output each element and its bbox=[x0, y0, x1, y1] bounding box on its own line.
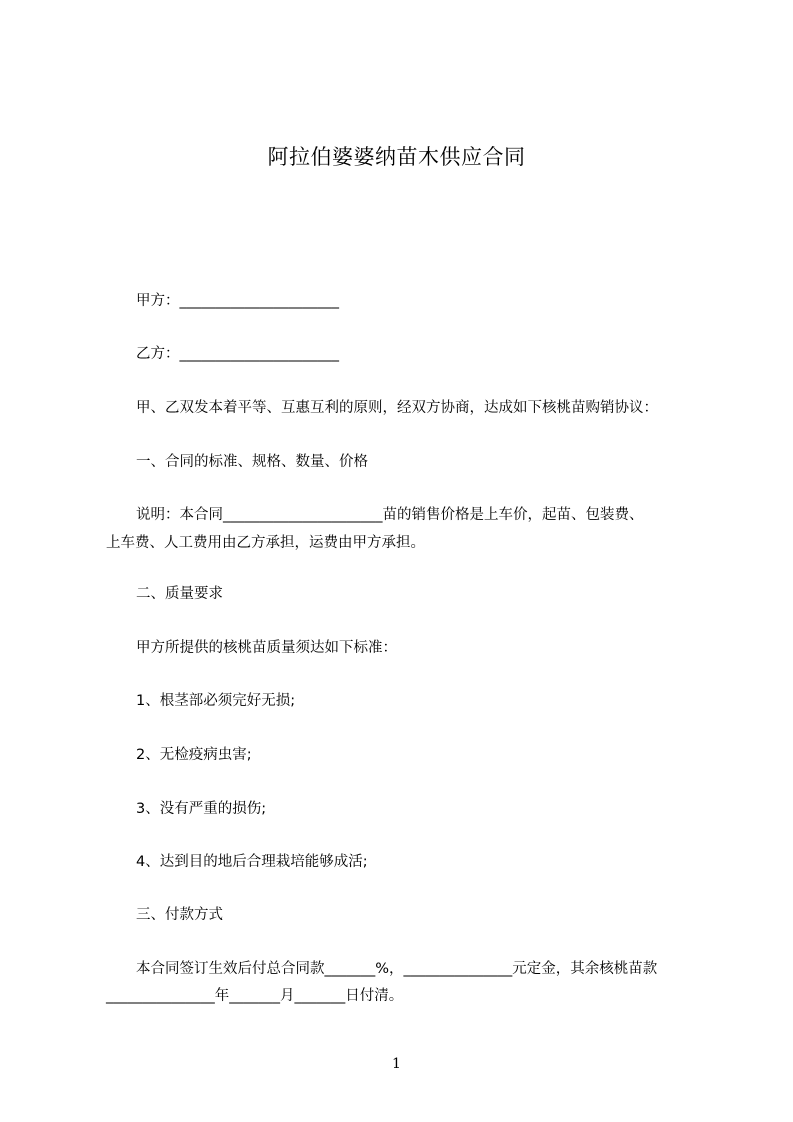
requirement-item: 4、达到目的地后合理栽培能够成活; bbox=[136, 854, 368, 870]
section-1-note-line-1: 说明：本合同______________________苗的销售价格是上车价，起苗、包装费、 bbox=[136, 507, 644, 523]
payment-line-1: 本合同签订生效后付总合同款_______%，_______________元定金，其余核桃苗款 bbox=[136, 961, 658, 977]
contract-title: 阿拉伯婆婆纳苗木供应合同 bbox=[267, 145, 526, 169]
section-3-heading: 三、付款方式 bbox=[136, 907, 223, 923]
intro-paragraph: 甲、乙双发本着平等、互惠互利的原则，经双方协商，达成如下核桃苗购销协议： bbox=[136, 400, 658, 416]
payment-line-2: _______________年_______月_______日付清。 bbox=[106, 988, 404, 1004]
section-2-intro: 甲方所提供的核桃苗质量须达如下标准： bbox=[136, 640, 397, 656]
requirement-item: 3、没有严重的损伤; bbox=[136, 801, 267, 817]
section-1-note-line-2: 上车费、人工费用由乙方承担，运费由甲方承担。 bbox=[106, 535, 425, 551]
requirement-item: 1、根茎部必须完好无损; bbox=[136, 693, 296, 709]
section-2-heading: 二、质量要求 bbox=[136, 586, 223, 602]
party-b-line: 乙方：______________________ bbox=[136, 346, 339, 362]
requirement-item: 2、无检疫病虫害; bbox=[136, 747, 252, 763]
party-a-line: 甲方：______________________ bbox=[136, 293, 339, 309]
section-1-heading: 一、合同的标准、规格、数量、价格 bbox=[136, 454, 368, 470]
page-number: 1 bbox=[392, 1056, 401, 1072]
